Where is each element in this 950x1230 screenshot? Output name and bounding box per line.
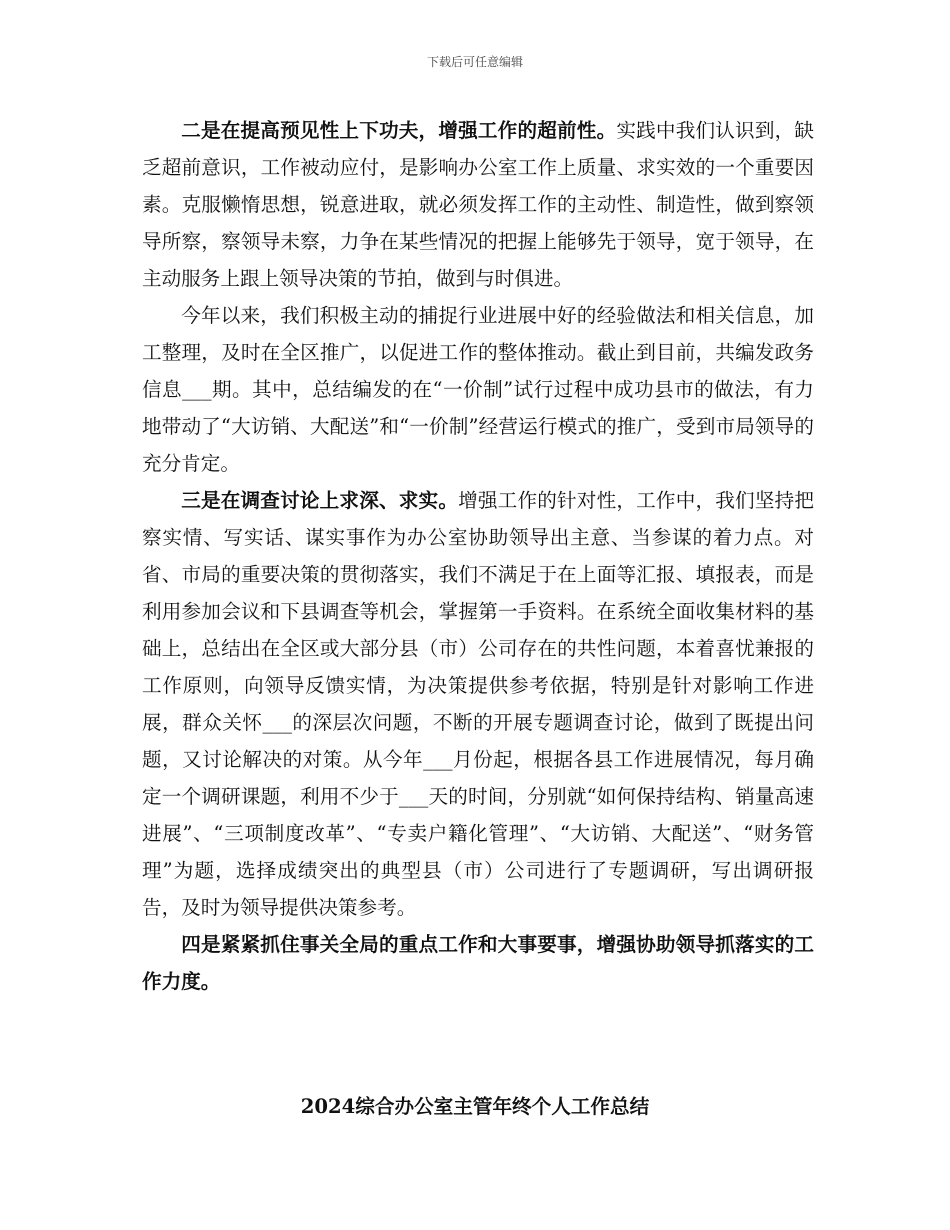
paragraph-4 [142, 926, 814, 1000]
paragraph-lead: 四是紧紧抓住事关全局的重点工作和大事要事，增强协助领导抓落实的工作力度。 [142, 933, 814, 993]
paragraph-info [142, 297, 814, 482]
paragraph-text: 增强工作的针对性，工作中，我们坚持把察实情、写实话、谋实事作为办公室协助领导出主意、当参谋的着力点。对省、市局的重要决策的贯彻落实，我们不满足于在上面等汇报、填报表，而是利用参加会议和下县调查等机会，掌握第一手资料。在系统全面收集材料的基础上，总结出在全区或大部分县（市）公司存在的共性问题，本着喜忧兼报的工作原则，向领导反馈实情，为决策提供参考依据，特别是针对影响工作进展，群众关怀___的深层次问题，不断的开展专题调查讨论，做到了既提出问题，又讨论解决的对策。从今年___月份起，根据各县工作进展情况，每月确定一个调研课题，利用不少于___天的时间，分别就“如何保持结构、销量高速进展”、“三项制度改革”、“专卖户籍化管理”、“大访销、大配送”、“财务管理”为题，选择成绩突出的典型县（市）公司进行了专题调研，写出调研报告，及时为领导提供决策参考。 [142, 489, 814, 919]
paragraph-lead: 三是在调查讨论上求深、求实。 [181, 489, 459, 512]
paragraph-text: 今年以来，我们积极主动的捕捉行业进展中好的经验做法和相关信息，加工整理，及时在全区推广，以促进工作的整体推动。截止到目前，共编发政务信息___期。其中，总结编发的在“一价制”试行过程中成功县市的做法，有力地带动了“大访销、大配送”和“一价制”经营运行模式的推广，受到市局领导的充分肯定。 [142, 304, 814, 475]
page-header: 下载后可任意编辑 [426, 55, 523, 69]
document-body [142, 112, 814, 1000]
paragraph-2 [142, 112, 814, 297]
paragraph-text: 实践中我们认识到，缺乏超前意识，工作被动应付，是影响办公室工作上质量、求实效的一个重要因素。克服懒惰思想，锐意进取，就必须发挥工作的主动性、制造性，做到察领导所察，察领导未察，力争在某些情况的把握上能够先于领导，宽于领导，在主动服务上跟上领导决策的节拍，做到与时俱进。 [142, 119, 814, 290]
paragraph-3 [142, 482, 814, 926]
document-title: 2024综合办公室主管年终个人工作总结 [300, 1095, 650, 1118]
paragraph-lead: 二是在提高预见性上下功夫，增强工作的超前性。 [181, 119, 617, 142]
